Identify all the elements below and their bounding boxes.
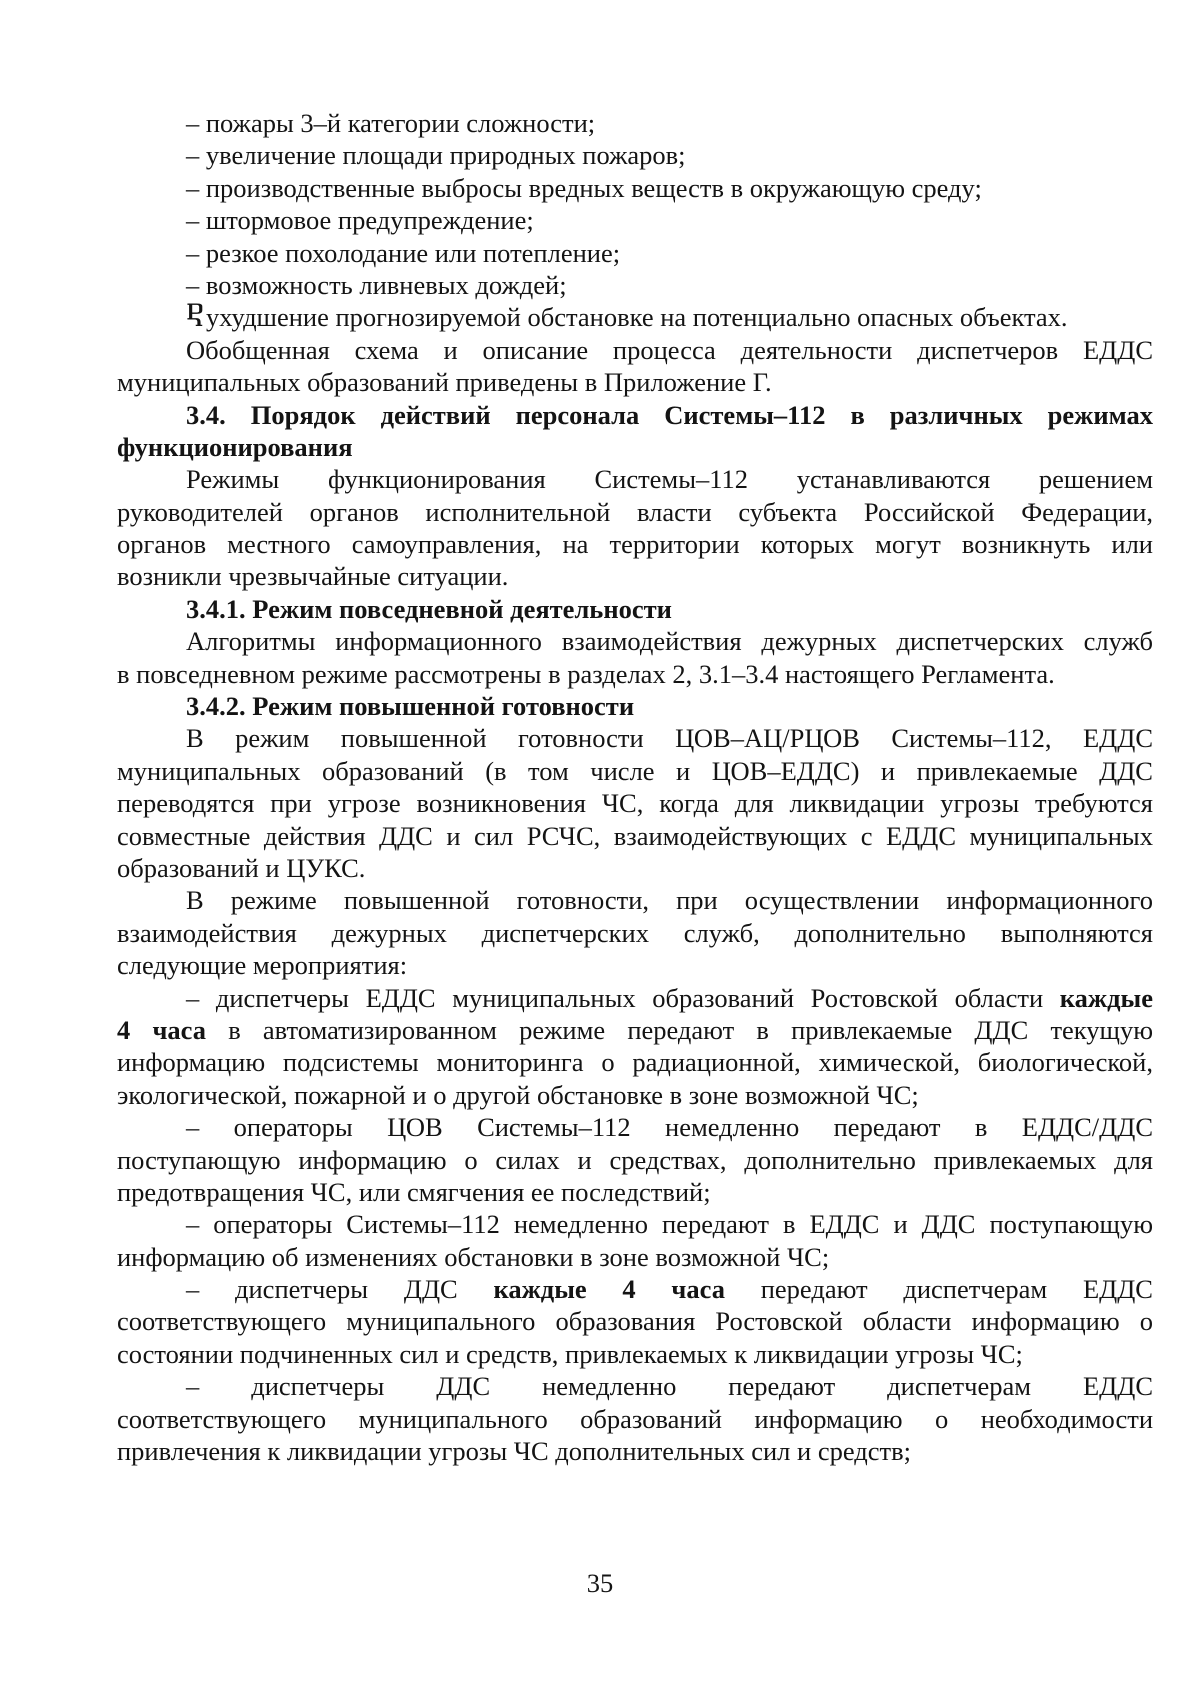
text-line [117, 204, 1153, 236]
line-text: руководителей органов исполнительной власти субъекта Российской Федерации, [117, 496, 1153, 527]
line-text: экологической, пожарной и о другой обстановке в зоне возможной ЧС; [117, 1079, 919, 1110]
line-text: – операторы ЦОВ Системы–112 немедленно передают в ЕДДС/ДДС [186, 1112, 1153, 1143]
text-line [117, 1046, 1153, 1078]
text-line [117, 625, 1153, 657]
text-line [117, 917, 1153, 949]
text-line [117, 237, 1153, 269]
text-line [117, 560, 1153, 592]
line-text: возникли чрезвычайные ситуации. [117, 561, 509, 592]
line-text: органов местного самоуправления, на территории которых могут возникнуть или [117, 529, 1153, 560]
text-line [117, 1305, 1153, 1337]
text-line [117, 593, 1153, 625]
text-line [117, 463, 1153, 495]
text-line [117, 1176, 1153, 1208]
text-line [117, 139, 1153, 171]
line-text: В режим повышенной готовности ЦОВ–АЦ/РЦОВ Системы–112, ЕДДС [186, 723, 1153, 754]
text-line [117, 1370, 1153, 1402]
text-line [117, 1273, 1153, 1305]
line-text: – увеличение площади природных пожаров; [186, 140, 686, 171]
line-text: привлечения к ликвидации угрозы ЧС дополнительных сил и средств; [117, 1436, 911, 1467]
bold-text: каждые [1059, 982, 1153, 1013]
text-line [117, 1111, 1153, 1143]
line-text: – резкое похолодание или потепление; [186, 237, 621, 268]
line-text: – пожары 3–й категории сложности; [186, 108, 596, 138]
text-line [117, 722, 1153, 754]
text-line [117, 1241, 1153, 1273]
line-text: Алгоритмы информационного взаимодействия дежурных диспетчерских служб [186, 626, 1153, 657]
text-line [117, 1014, 1153, 1046]
line-text: 3.4. Порядок действий персонала Системы–112 в различных режимах [186, 399, 1153, 430]
text-line [117, 431, 1153, 463]
line-text: информацию подсистемы мониторинга о радиационной, химической, биологической, [117, 1047, 1153, 1078]
line-text: в повседневном режиме рассмотрены в разделах 2, 3.1–3.4 настоящего Регламента. [117, 658, 1055, 689]
line-text: муниципальных образований приведены в Приложение Г. [117, 367, 772, 398]
line-text: соответствующего муниципального образований информацию о необходимости [117, 1403, 1153, 1434]
line-text: ухудшение прогнозируемой обстановке на потенциально опасных объектах. [206, 302, 1068, 333]
line-text: информацию об изменениях обстановки в зоне возможной ЧС; [117, 1241, 830, 1272]
line-text: – диспетчеры ДДС [186, 1274, 494, 1305]
bold-text: каждые 4 часа [493, 1274, 725, 1305]
line-text: состоянии подчиненных сил и средств, привлекаемых к ликвидации угрозы ЧС; [117, 1338, 1023, 1369]
line-text: – возможность ливневых дождей; [186, 269, 567, 300]
line-text: взаимодействия дежурных диспетчерских служб, дополнительно выполняются [117, 917, 1153, 948]
text-line [117, 755, 1153, 787]
line-text: – производственные выбросы вредных веществ в окружающую среду; [186, 172, 982, 203]
page-number: 35 [586, 1568, 614, 1598]
text-line [117, 658, 1153, 690]
text-line [117, 982, 1153, 1014]
text-line [117, 1403, 1153, 1435]
line-text: Режимы функционирования Системы–112 устанавливаются решением [186, 464, 1153, 495]
text-line [117, 1144, 1153, 1176]
text-line [117, 107, 1153, 139]
line-text: соответствующего муниципального образования Ростовской области информацию о [117, 1306, 1153, 1337]
text-line [117, 301, 1153, 333]
line-text: Обобщенная схема и описание процесса деятельности диспетчеров ЕДДС [186, 334, 1153, 365]
line-text: следующие мероприятия: [117, 950, 408, 981]
text-line [117, 787, 1153, 819]
text-line [117, 1079, 1153, 1111]
line-text: образований и ЦУКС. [117, 852, 366, 883]
line-text: – диспетчеры ЕДДС муниципальных образований Ростовской области [186, 982, 1060, 1013]
text-line [117, 528, 1153, 560]
text-line [117, 690, 1153, 722]
text-line [117, 496, 1153, 528]
line-text: поступающую информацию о силах и средствах, дополнительно привлекаемых для [117, 1144, 1153, 1175]
line-text: муниципальных образований (в том числе и ЦОВ–ЕДДС) и привлекаемые ДДС [117, 755, 1153, 786]
line-text: функционирования [117, 431, 353, 462]
text-line [117, 820, 1153, 852]
text-line [117, 366, 1153, 398]
text-line [117, 334, 1153, 366]
text-line [117, 884, 1153, 916]
text-line [117, 949, 1153, 981]
text-line [117, 269, 1153, 301]
text-line [117, 852, 1153, 884]
line-text: – операторы Системы–112 немедленно передают в ЕДДС и ДДС поступающую [186, 1209, 1153, 1240]
body-text [117, 107, 1153, 1467]
text-line [117, 172, 1153, 204]
line-text: 3.4.2. Режим повышенной готовности [186, 691, 635, 722]
line-text: – диспетчеры ДДС немедленно передают диспетчерам ЕДДС [186, 1371, 1153, 1402]
line-text: 3.4.1. Режим повседневной деятельности [186, 593, 672, 624]
bold-text: 4 часа [117, 1014, 206, 1045]
line-text: переводятся при угрозе возникновения ЧС, когда для ликвидации угрозы требуются [117, 788, 1153, 819]
text-line [117, 399, 1153, 431]
line-text: совместные действия ДДС и сил РСЧС, взаимодействующих с ЕДДС муниципальных [117, 820, 1153, 851]
line-text: – штормовое предупреждение; [186, 205, 534, 236]
line-text: В режиме повышенной готовности, при осуществлении информационного [186, 885, 1153, 916]
text-line [117, 1435, 1153, 1467]
list-marker-icon: Ⴒ [186, 302, 204, 333]
text-line [117, 1338, 1153, 1370]
line-text: предотвращения ЧС, или смягчения ее последствий; [117, 1176, 711, 1207]
line-text: передают диспетчерам ЕДДС [724, 1274, 1153, 1305]
text-line [117, 1208, 1153, 1240]
line-text: в автоматизированном режиме передают в привлекаемые ДДС текущую [205, 1014, 1153, 1045]
